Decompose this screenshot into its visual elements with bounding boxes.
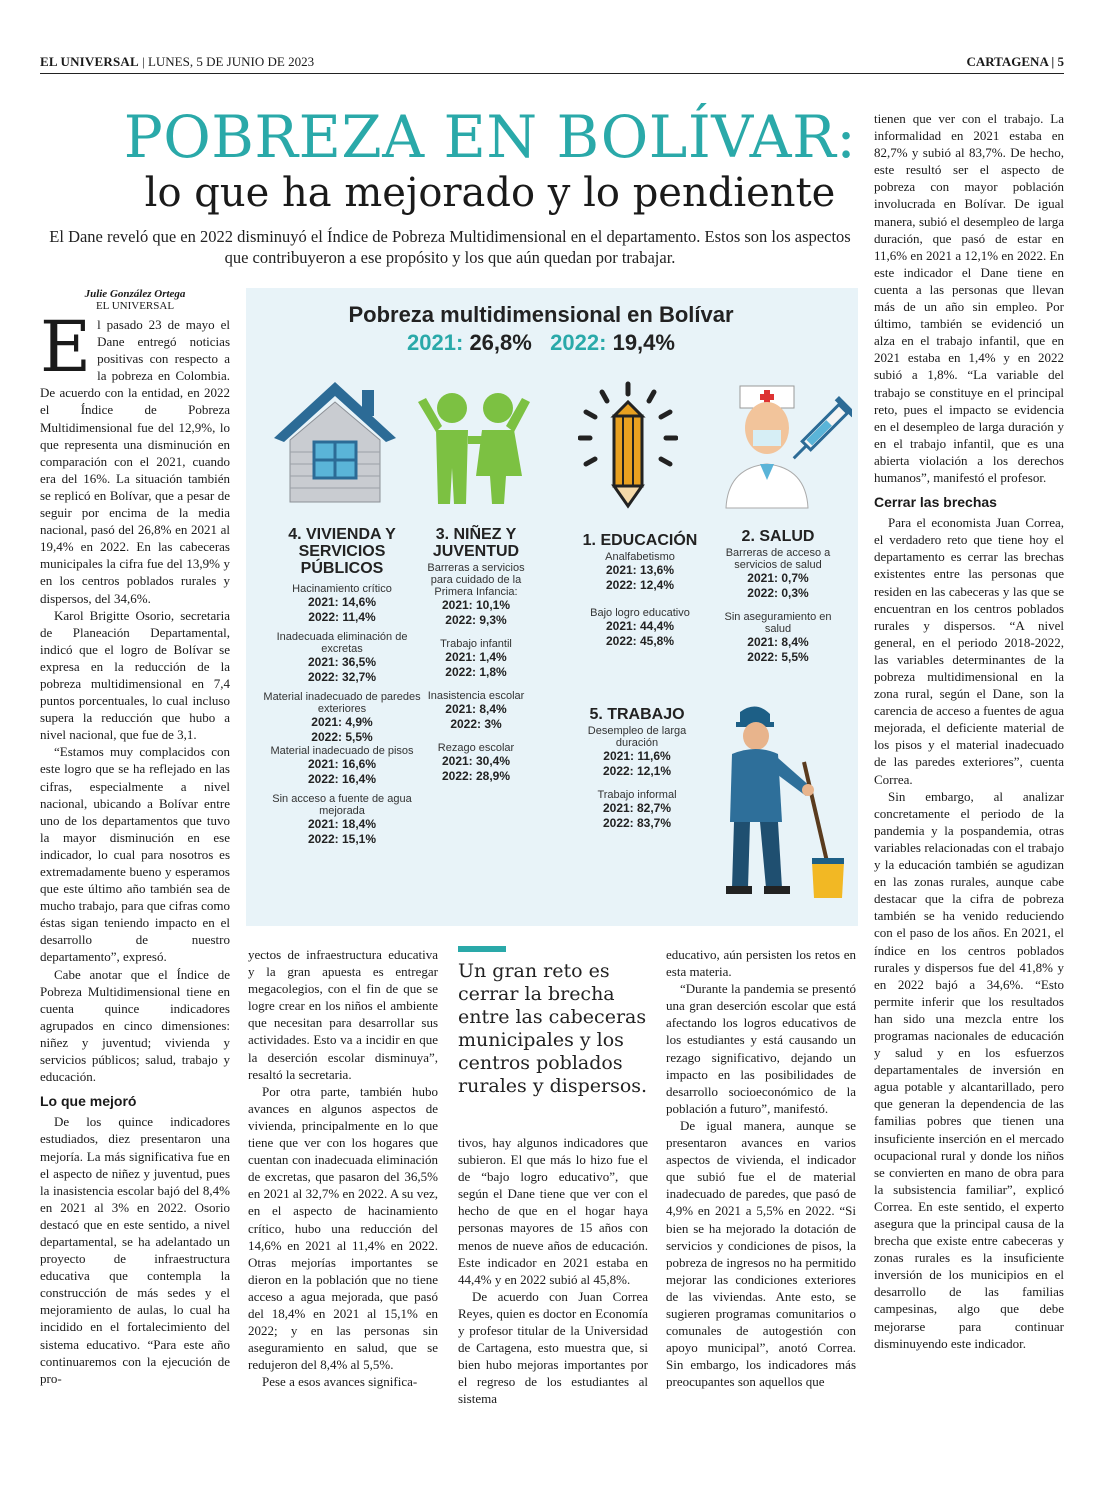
masthead-right: CARTAGENA | 5	[966, 54, 1064, 69]
doctor-icon	[722, 380, 852, 510]
paragraph: Por otra parte, también hubo avances en algunos aspectos de vivienda, principalmente en lo que tiene que ver con los hogares que cuentan con inadecuada eliminación de excretas, que pasaron del 36,5% en 2021 al 32,7% en 2022. A su vez, en el aspecto de hacinamiento crítico, hubo una reducción del 14,6% en 2021 al 11,4% en 2022. Otras mejorías importantes se dieron en la población que no tiene acceso a agua mejorada, que pasó del 18,4% en 2021 al 15,1% en 2022; y en las personas sin aseguramiento en salud, que se redujeron del 8,4% al 5,5%.	[248, 1083, 438, 1373]
subhead-cerrar-las-brechas: Cerrar las brechas	[874, 494, 997, 511]
category-vivienda: 4. VIVIENDA Y SERVICIOS PÚBLICOS Hacinamiento crítico 2021: 14,6% 2022: 11,4% Inadecuada eliminación de excretas 2021: 36,5% 2022: 32,7% Material inadecuado de paredes exteriores 2021: 4,9% 2022: 5,5% Material inadecuado de pisos 2021: 16,6% 2022: 16,4% Sin acceso a fuente de agua mejorada 2021: 18,4% 2022: 15,1%	[263, 526, 421, 846]
category-title: 1. EDUCACIÓN	[582, 532, 698, 549]
column-5	[874, 110, 1064, 1352]
paragraph: Para el economista Juan Correa, el verdadero reto que tiene hoy el departamento es cerrar las brechas existentes entre las personas que residen en las cabeceras y las que se encuentran en los centros poblados rurales y dispersos. “A nivel general, en el periodo 2018-2022, las variables determinantes de la pobreza multidimensional en la zona rural, según el Dane, son la carencia de acceso a fuentes de agua mejorada, el deficiente material de los pisos y el material inadecuado de las paredes exteriores”, cuenta Correa.	[874, 515, 1064, 787]
paragraph: tienen que ver con el trabajo. La informalidad en 2021 estaba en 82,7% y subió al 83,7%. De hecho, este resultó ser el aspecto de pobreza con mayor población involucrada en Bolívar. De igual manera, subió el desempleo de larga duración, que pasó de estar en 11,6% en 2021 a 12,1% en 2022. En este indicador el Dane tiene en cuenta a las personas que llevan más de un año sin empleo. Por último, también se evidenció un alza en el trabajo infantil, que en 2021 estaba en 1,4% y en 2022 subió a 1,8%. “La variable del trabajo se constituye en el principal reto, pues el impacto se evidencia en el desempleo de larga duración y en el trabajo infantil, que es una abierta violación a los derechos humanos”, manifestó el profesor.	[874, 111, 1064, 485]
paragraph: “Estamos muy complacidos con este logro que se ha reflejado en las cifras, especialmente a nivel nacional, ubicando a Bolívar entre uno de los departamentos que tuvo la mayor disminución en ese indicador, lo cual para nosotros es extremadamente bueno y esperamos que este último año también sea de mucho trabajo, para que cifras como éstas sigan teniendo impacto en el desarrollo de nuestro departamento”, expresó.	[40, 744, 230, 965]
section-name: CARTAGENA	[966, 54, 1049, 69]
paragraph: De los quince indicadores estudiados, diez presentaron una mejoría. La más significativa fue en el aspecto de niñez y juventud, pues la inasistencia escolar bajó del 8,4% en 2021 al 3% en 2022. Osorio destacó que en este sentido, a nivel departamental, se ha adelantado un proyecto de infraestructura educativa que contempla la construcción de más sedes y el mejoramiento de aulas, lo cual ha incidido en el fortalecimiento del sistema educativo. “Para este año continuaremos con la ejecución de pro-	[40, 1114, 230, 1386]
paragraph: El pasado 23 de mayo el Dane entregó noticias positivas con respecto a la pobreza en Colombia. De acuerdo con la entidad, en 2022 el Índice de Pobreza Multidimensional fue del 12,9%, lo que representa una disminución en comparación con el 2021, cuando era del 16%. La situación también se replicó en Bolívar, que a pesar de seguir por encima de la media nacional, pasó del 26,8% en 2021 al 19,4% en 2022. En las cabeceras municipales la cifra fue del 13,9% y en los centros poblados rurales y dispersos, del 34,6%.	[40, 306, 230, 606]
category-educacion: 1. EDUCACIÓN Analfabetismo 2021: 13,6% 2022: 12,4% Bajo logro educativo 2021: 44,4% 2022: 45,8%	[572, 532, 708, 649]
infographic-years: 2021: 26,8% 2022: 19,4%	[407, 330, 675, 355]
children-icon	[414, 386, 534, 506]
infographic	[246, 288, 858, 926]
headline-main: POBREZA EN BOLÍVAR:	[123, 103, 857, 171]
headline-sub: lo que ha mejorado y lo pendiente	[144, 170, 836, 216]
category-title: 3. NIÑEZ Y JUVENTUD	[432, 526, 520, 560]
category-title: 4. VIVIENDA Y SERVICIOS PÚBLICOS	[288, 526, 396, 577]
page-number: 5	[1057, 54, 1064, 69]
category-title: 5. TRABAJO	[589, 706, 685, 723]
pull-quote-text: Un gran reto es cerrar la brecha entre las cabeceras municipales y los centros poblados rurales y dispersos.	[458, 960, 648, 1097]
paragraph: “Durante la pandemia se presentó una gran deserción escolar que está afectando los logros educativos de los estudiantes y está causando un rezago significativo, dejando un impacto en las posibilidades de desarrollo socioeconómico de la población a futuro”, manifestó.	[666, 981, 856, 1116]
paragraph: yectos de infraestructura educativa y la gran apuesta es entregar megacolegios, con el fin de que se logre crear en los niños el ambiente que necesitan para desarrollar sus actividades. Esto va a incidir en que la deserción escolar disminuya”, resaltó la secretaria.	[248, 947, 438, 1082]
paragraph: De igual manera, aunque se presentaron avances en varios aspectos de vivienda, el indicador que subió fue el de material inadecuado de paredes, que pasó de 4,9% en 2021 a 5,5% en 2022. “Si bien se ha mejorado la dotación de servicios y condiciones de pisos, la pobreza de ingresos no ha permitido mejorar las condiciones exteriores de las viviendas. Ante esto, se sugieren programas comunitarios o comunales de autogestión con apoyo municipal”, anotó Correa. Sin embargo, los indicadores más preocupantes son aquellos que	[666, 1117, 856, 1390]
column-2	[248, 946, 438, 1390]
subhead-lo-que-mejoro: Lo que mejoró	[40, 1093, 137, 1110]
pull-quote	[458, 946, 648, 1098]
category-trabajo: 5. TRABAJO Desempleo de larga duración 2021: 11,6% 2022: 12,1% Trabajo informal 2021: 82,7% 2022: 83,7%	[572, 706, 702, 831]
author-outlet: EL UNIVERSAL	[95, 300, 175, 312]
deck: El Dane reveló que en 2022 disminuyó el Índice de Pobreza Multidimensional en el departamento. Estos son los aspectos que contribuyeron a ese propósito y los que aún quedan por trabajar.	[49, 227, 851, 267]
pencil-icon	[578, 380, 678, 510]
paragraph: Cabe anotar que el Índice de Pobreza Multidimensional tiene en cuenta quince indicadores agrupados en cinco dimensiones: niñez y juventud; vivienda y servicios públicos; salud, trabajo y educación.	[40, 966, 230, 1085]
pull-quote-bar	[458, 946, 506, 952]
column-4	[666, 946, 856, 1390]
paper-name: EL UNIVERSAL	[40, 54, 139, 69]
masthead-left: EL UNIVERSAL | LUNES, 5 DE JUNIO DE 2023	[40, 54, 315, 69]
paragraph: Sin embargo, al analizar concretamente el periodo de la pandemia y la pospandemia, otras variables relacionadas con el trabajo y la educación también se agudizan en las zonas rurales, aunque cabe destacar que la cifra de pobreza también se ha venido reduciendo con el paso de los años. En 2021, el índice en los centros poblados rurales y dispersos fue del 41,8% y en 2022 bajó a 34,6%. “Esto permite inferir que los resultados han sido una mezcla entre los programas nacionales de educación y salud y en los esfuerzos departamentales de inversión en agua potable y alcantarillado, pero que generan la dependencia de las familias pobres que tienen una insuficiente inserción en el mercado ocupacional rural y donde los niños se convierten en mano de obra para la subsistencia familiar”, explicó Correa. En este sentido, el experto asegura que la principal causa de la brecha que existe entre cabeceras y zonas rurales es la insuficiente inversión de los municipios en el desarrollo de las familias campesinas, algo que debe mejorarse para continuar disminuyendo este indicador.	[874, 788, 1064, 1351]
infographic-title: Pobreza multidimensional en Bolívar	[348, 302, 734, 327]
paragraph: Karol Brigitte Osorio, secretaria de Planeación Departamental, indicó que el logro de Bolívar se expresa en la reducción de la pobreza multidimensional en 7,4 puntos porcentuales, lo cual incluso supera la reducción que hubo a nivel nacional, que fue de 3,1.	[40, 607, 230, 743]
paragraph: educativo, aún persisten los retos en esta materia.	[666, 947, 856, 980]
house-icon	[270, 376, 400, 506]
category-ninez: 3. NIÑEZ Y JUVENTUD Barreras a servicios para cuidado de la Primera Infancia: 2021: 10,1% 2022: 9,3% Trabajo infantil 2021: 1,4% 2022: 1,8% Inasistencia escolar 2021: 8,4% 2022: 3% Rezago escolar 2021: 30,4% 2022: 28,9%	[416, 526, 536, 784]
paragraph: tivos, hay algunos indicadores que subieron. El que más lo hizo fue el de “bajo logro educativo”, que según el Dane tiene que ver con el hecho de que en el hogar haya personas mayores de 15 años con menos de nueve años de educación. Este indicador en 2021 estaba en 44,4% y en 2022 subió al 45,8%.	[458, 1135, 648, 1287]
paragraph: De acuerdo con Juan Correa Reyes, quien es doctor en Economía y profesor titular de la Universidad de Cartagena, esto muestra que, si bien hubo mejoras importantes por el regreso de los estudiantes al sistema	[458, 1288, 648, 1407]
author-name: Julie González Ortega	[84, 288, 186, 300]
paragraph: Pese a esos avances significa-	[262, 1374, 418, 1390]
column-3	[458, 1134, 648, 1408]
issue-date: LUNES, 5 DE JUNIO DE 2023	[147, 54, 315, 69]
masthead	[40, 52, 1064, 74]
category-salud: 2. SALUD Barreras de acceso a servicios de salud 2021: 0,7% 2022: 0,3% Sin aseguramiento en salud 2021: 8,4% 2022: 5,5%	[718, 528, 838, 665]
category-title: 2. SALUD	[741, 528, 815, 545]
drop-cap: E	[40, 306, 92, 388]
worker-sweeping-icon	[716, 702, 846, 898]
